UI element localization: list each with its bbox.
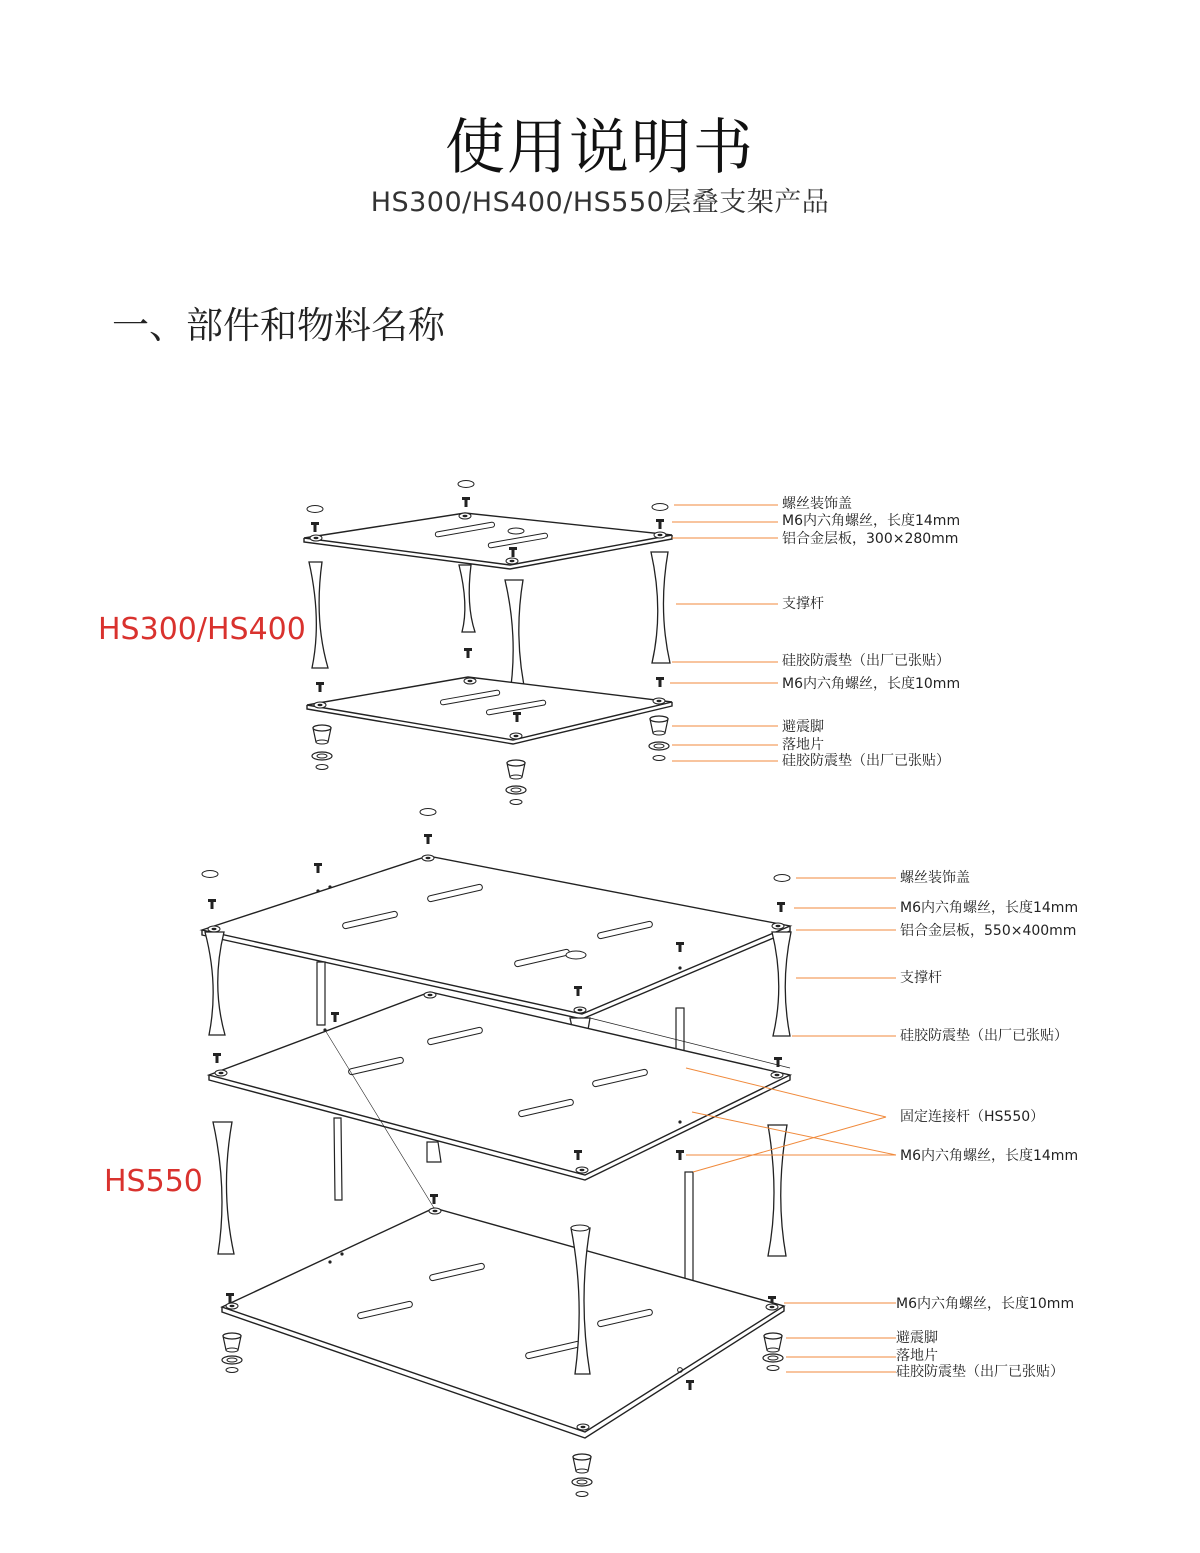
label-foot-small: 避震脚 xyxy=(782,719,824,735)
page-subtitle: HS300/HS400/HS550层叠支架产品 xyxy=(370,187,830,218)
label-connector-rod: 固定连接杆（HS550） xyxy=(900,1109,1045,1125)
label-foot-large: 避震脚 xyxy=(896,1330,938,1346)
label-screw-14mm-large: M6内六角螺丝，长度14mm xyxy=(900,900,1079,916)
label-rod-small: 支撑杆 xyxy=(782,596,824,612)
model-label-hs300-hs400: HS300/HS400 xyxy=(98,612,306,647)
label-pad-top-small: 硅胶防震垫（出厂已张贴） xyxy=(782,653,950,669)
label-screw-cover-small: 螺丝装饰盖 xyxy=(782,496,852,512)
label-screw-10mm-large: M6内六角螺丝，长度10mm xyxy=(896,1296,1075,1312)
model-label-hs550: HS550 xyxy=(104,1164,203,1199)
label-screw-14mm-small: M6内六角螺丝，长度14mm xyxy=(782,513,961,529)
section-heading: 一、部件和物料名称 xyxy=(112,304,445,347)
label-rod-large: 支撑杆 xyxy=(900,970,942,986)
label-connector-screw: M6内六角螺丝，长度14mm xyxy=(900,1148,1079,1164)
label-screw-10mm-small: M6内六角螺丝，长度10mm xyxy=(782,676,961,692)
label-disc-small: 落地片 xyxy=(782,737,824,753)
page-title: 使用说明书 xyxy=(445,113,755,183)
label-plate-small: 铝合金层板，300×280mm xyxy=(782,531,959,547)
small-stand-leader-lines xyxy=(670,505,778,761)
label-plate-large: 铝合金层板，550×400mm xyxy=(900,923,1077,939)
label-disc-large: 落地片 xyxy=(896,1348,938,1364)
small-stand-drawing xyxy=(304,481,672,805)
large-stand-drawing xyxy=(202,809,791,1497)
label-pad-bottom-large: 硅胶防震垫（出厂已张贴） xyxy=(896,1364,1064,1380)
label-screw-cover-large: 螺丝装饰盖 xyxy=(900,870,970,886)
label-pad-bottom-small: 硅胶防震垫（出厂已张贴） xyxy=(782,753,950,769)
label-pad-top-large: 硅胶防震垫（出厂已张贴） xyxy=(900,1028,1068,1044)
